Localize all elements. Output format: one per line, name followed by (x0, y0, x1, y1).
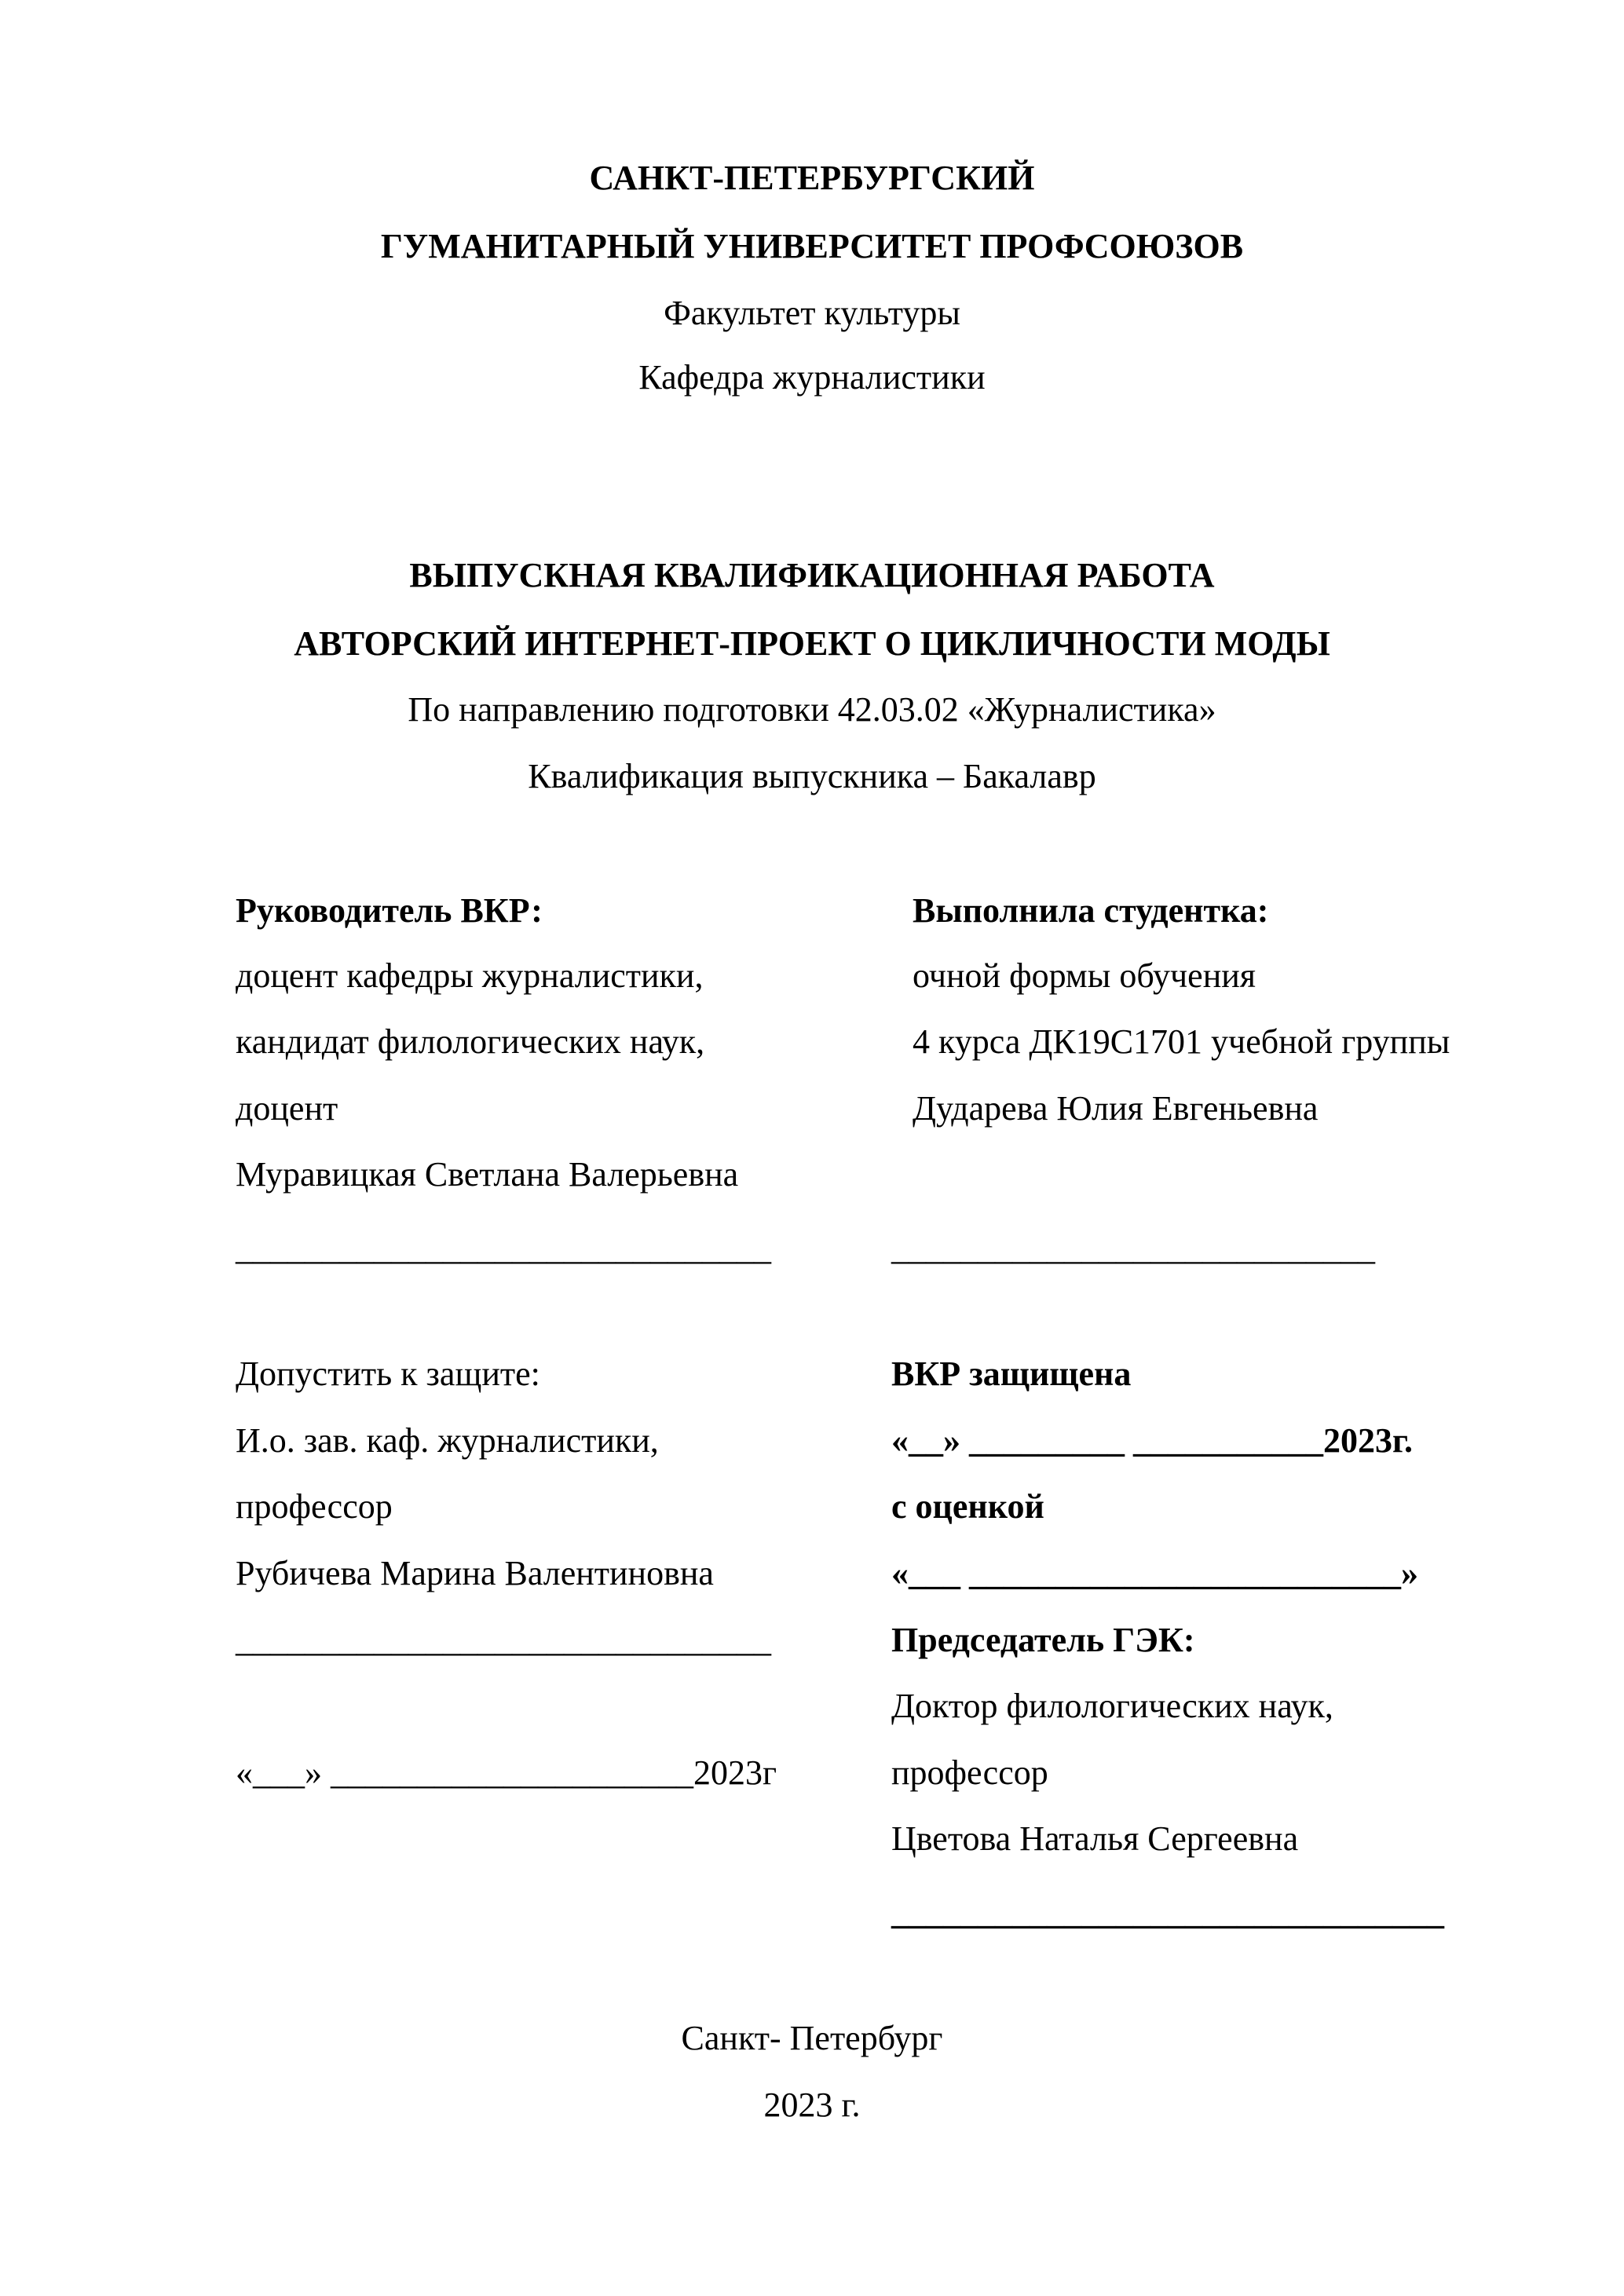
grade-field: «___ _________________________» (891, 1554, 1418, 1592)
qualification: Квалификация выпускника – Бакалавр (528, 757, 1096, 795)
chair-name: Цветова Наталья Сергеевна (891, 1819, 1299, 1858)
defense-date: «__» _________ ___________2023г. (891, 1421, 1414, 1460)
student-signature-line: ____________________________ (891, 1229, 1375, 1267)
student-heading: Выполнила студентка: (913, 891, 1269, 930)
admission-line: профессор (236, 1487, 393, 1526)
chair-line: Доктор филологических наук, (891, 1687, 1333, 1725)
student-name: Дударева Юлия Евгеньевна (913, 1089, 1319, 1128)
admission-signature-line: _______________________________ (236, 1621, 771, 1659)
chair-heading: Председатель ГЭК: (891, 1621, 1195, 1659)
defense-heading: ВКР защищена (891, 1355, 1132, 1393)
admission-name: Рубичева Марина Валентиновна (236, 1554, 714, 1592)
admission-line: И.о. зав. каф. журналистики, (236, 1421, 659, 1460)
supervisor-line: доцент (236, 1089, 338, 1128)
admission-heading: Допустить к защите: (236, 1355, 540, 1393)
faculty: Факультет культуры (664, 294, 960, 332)
department: Кафедра журналистики (638, 358, 986, 397)
chair-signature-line: ________________________________ (891, 1893, 1444, 1932)
work-title: АВТОРСКИЙ ИНТЕРНЕТ-ПРОЕКТ О ЦИКЛИЧНОСТИ МОДЫ (294, 624, 1330, 663)
supervisor-line: кандидат филологических наук, (236, 1022, 705, 1061)
city: Санкт- Петербург (681, 2019, 943, 2057)
work-type: ВЫПУСКНАЯ КВАЛИФИКАЦИОННАЯ РАБОТА (409, 556, 1215, 594)
supervisor-signature-line: _______________________________ (236, 1229, 771, 1267)
student-line: очной формы обучения (913, 956, 1256, 995)
student-line: 4 курса ДК19С1701 учебной группы (913, 1022, 1450, 1061)
study-direction: По направлению подготовки 42.03.02 «Журналистика» (408, 690, 1216, 729)
supervisor-name: Муравицкая Светлана Валерьевна (236, 1155, 739, 1194)
grade-label: с оценкой (891, 1487, 1044, 1526)
university-name-line1: САНКТ-ПЕТЕРБУРГСКИЙ (589, 159, 1035, 197)
supervisor-line: доцент кафедры журналистики, (236, 956, 704, 995)
university-name-line2: ГУМАНИТАРНЫЙ УНИВЕРСИТЕТ ПРОФСОЮЗОВ (380, 227, 1244, 265)
admission-date: «___» _____________________2023г (236, 1753, 777, 1792)
supervisor-heading: Руководитель ВКР: (236, 891, 543, 930)
year: 2023 г. (763, 2086, 861, 2124)
chair-line: профессор (891, 1753, 1048, 1792)
